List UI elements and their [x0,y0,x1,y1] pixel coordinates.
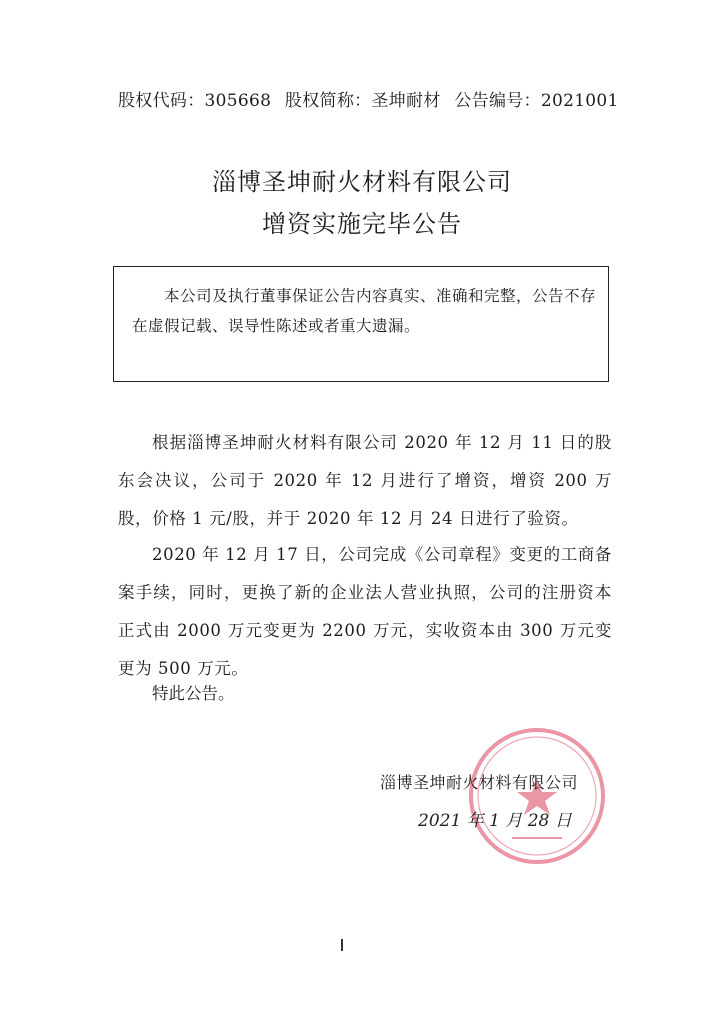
page-marker [341,939,343,951]
closing-statement: 特此公告。 [152,684,235,703]
announcement-title: 增资实施完毕公告 [262,210,462,238]
stock-code: 股权代码：305668 [118,91,272,111]
stock-short-name: 股权简称：圣坤耐材 [284,91,441,111]
company-seal [452,716,622,876]
company-title: 淄博圣坤耐火材料有限公司 [212,168,512,196]
announcement-header [118,86,627,111]
disclaimer-box: 本公司及执行董事保证公告内容真实、准确和完整，公告不存在虚假记载、误导性陈述或者重大遗漏。 [113,266,609,382]
paragraph-capital-increase: 根据淄博圣坤耐火材料有限公司 2020 年 12 月 11 日的股东会决议，公司于 2020 年 12 月进行了增资，增资 200 万股，价格 1 元/股，并于 2020 年 12 月 24 日进行了验资。 [118,433,612,528]
notice-number: 公告编号：2021001 [454,91,619,111]
signing-date: 2021 年 1 月 28 日 [418,811,572,831]
signing-company: 淄博圣坤耐火材料有限公司 [380,773,579,792]
paragraph-registration-change: 2020 年 12 月 17 日，公司完成《公司章程》变更的工商备案手续，同时，更换了新的企业法人营业执照，公司的注册资本正式由 2000 万元变更为 2200 万元，实收资本由 300 万元变更为 500 万元。 [118,545,613,678]
